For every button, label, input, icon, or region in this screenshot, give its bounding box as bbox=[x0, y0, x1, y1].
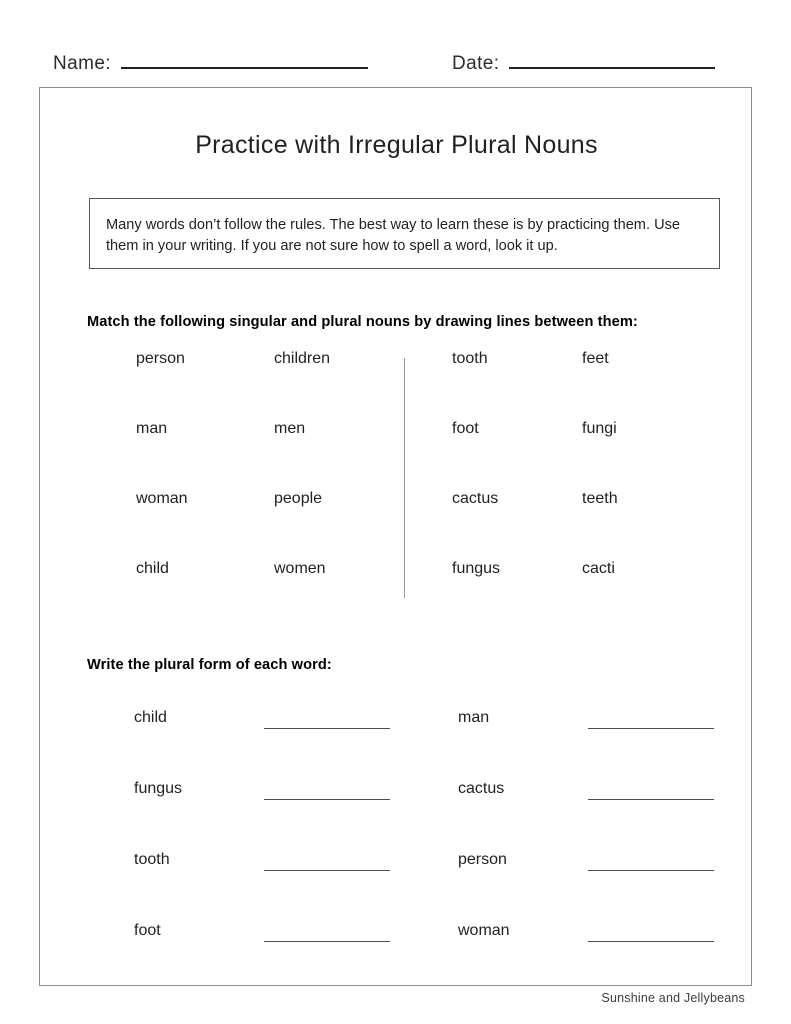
write-prompt-word: cactus bbox=[458, 780, 505, 797]
match-singular-word[interactable]: tooth bbox=[452, 350, 488, 367]
page-title: Practice with Irregular Plural Nouns bbox=[195, 131, 598, 159]
write-row bbox=[98, 709, 438, 780]
match-singular-word[interactable]: fungus bbox=[452, 560, 501, 577]
match-row bbox=[98, 350, 438, 420]
write-prompt-word: man bbox=[458, 709, 490, 726]
match-right-group bbox=[414, 350, 754, 630]
answer-line[interactable] bbox=[588, 799, 714, 800]
match-plural-word[interactable]: men bbox=[274, 420, 306, 437]
write-row bbox=[98, 851, 438, 922]
answer-line[interactable] bbox=[588, 870, 714, 871]
write-prompt-word: fungus bbox=[134, 780, 183, 797]
write-row bbox=[422, 851, 762, 922]
date-label: Date: bbox=[452, 53, 500, 74]
write-left-group bbox=[98, 709, 438, 993]
write-prompt-word: child bbox=[134, 709, 167, 726]
student-info-row bbox=[0, 50, 791, 80]
match-row bbox=[98, 560, 438, 630]
match-row bbox=[98, 420, 438, 490]
instruction-box bbox=[89, 198, 720, 269]
match-plural-word[interactable]: people bbox=[274, 490, 323, 507]
match-singular-word[interactable]: cactus bbox=[452, 490, 499, 507]
write-row bbox=[422, 780, 762, 851]
match-section-heading: Match the following singular and plural nouns by drawing lines between them: bbox=[87, 314, 638, 330]
match-row bbox=[414, 490, 754, 560]
answer-line[interactable] bbox=[264, 941, 390, 942]
match-plural-word[interactable]: cacti bbox=[582, 560, 615, 577]
write-prompt-word: tooth bbox=[134, 851, 170, 868]
date-input-line[interactable] bbox=[509, 50, 715, 69]
match-singular-word[interactable]: man bbox=[136, 420, 168, 437]
write-row bbox=[422, 922, 762, 993]
match-left-group bbox=[98, 350, 438, 630]
worksheet-sheet bbox=[39, 87, 752, 986]
match-row bbox=[414, 420, 754, 490]
answer-line[interactable] bbox=[588, 728, 714, 729]
name-label: Name: bbox=[53, 53, 111, 74]
name-field-group bbox=[53, 50, 368, 75]
write-prompt-word: person bbox=[458, 851, 507, 868]
answer-line[interactable] bbox=[588, 941, 714, 942]
footer-credit: Sunshine and Jellybeans bbox=[601, 991, 745, 1005]
write-row bbox=[98, 780, 438, 851]
write-row bbox=[98, 922, 438, 993]
match-singular-word[interactable]: person bbox=[136, 350, 185, 367]
write-exercise bbox=[40, 709, 753, 969]
name-input-line[interactable] bbox=[121, 50, 368, 69]
date-field-group bbox=[452, 50, 715, 75]
answer-line[interactable] bbox=[264, 870, 390, 871]
write-prompt-word: foot bbox=[134, 922, 161, 939]
match-row bbox=[414, 560, 754, 630]
write-row bbox=[422, 709, 762, 780]
match-exercise bbox=[40, 350, 753, 595]
answer-line[interactable] bbox=[264, 799, 390, 800]
match-plural-word[interactable]: feet bbox=[582, 350, 609, 367]
write-right-group bbox=[422, 709, 762, 993]
answer-line[interactable] bbox=[264, 728, 390, 729]
write-section-heading: Write the plural form of each word: bbox=[87, 657, 332, 673]
write-prompt-word: woman bbox=[458, 922, 510, 939]
match-plural-word[interactable]: women bbox=[274, 560, 326, 577]
match-row bbox=[414, 350, 754, 420]
match-plural-word[interactable]: fungi bbox=[582, 420, 617, 437]
match-plural-word[interactable]: children bbox=[274, 350, 331, 367]
match-singular-word[interactable]: child bbox=[136, 560, 169, 577]
match-singular-word[interactable]: woman bbox=[136, 490, 188, 507]
match-singular-word[interactable]: foot bbox=[452, 420, 479, 437]
instruction-text: Many words don’t follow the rules. The best way to learn these is by practicing them. Use them in your writing. If you are not sure how to spell a word, look it up. bbox=[106, 217, 681, 254]
match-plural-word[interactable]: teeth bbox=[582, 490, 618, 507]
match-row bbox=[98, 490, 438, 560]
